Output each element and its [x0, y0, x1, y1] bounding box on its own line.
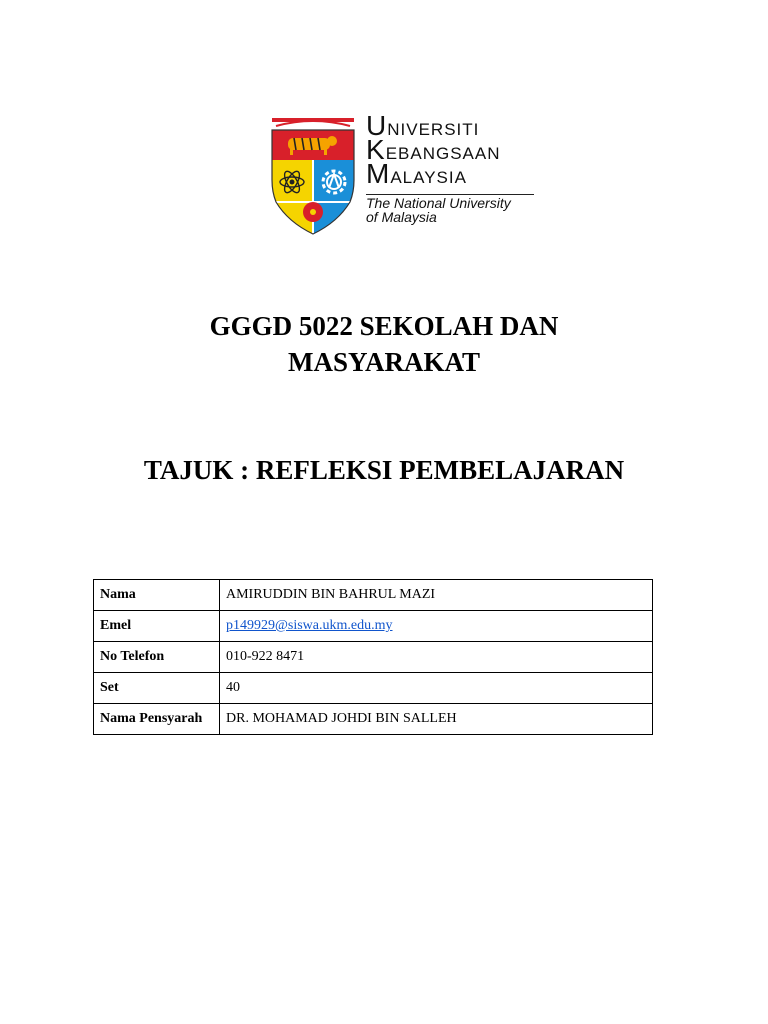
- row-label-name: Nama: [94, 580, 220, 611]
- university-english-name-line-1: The National University: [366, 195, 511, 211]
- university-logo: [266, 110, 538, 240]
- row-label-phone: No Telefon: [94, 642, 220, 673]
- university-name-line-1: UNIVERSITI: [366, 110, 480, 141]
- row-value-set: 40: [220, 673, 653, 704]
- university-name-line-3: MALAYSIA: [366, 158, 467, 189]
- course-title-line-1: GGGD 5022 SEKOLAH DAN: [209, 311, 559, 341]
- course-title-line-2: MASYARAKAT: [287, 347, 481, 377]
- table-row: [94, 580, 653, 611]
- university-english-name-line-2: of Malaysia: [366, 209, 437, 225]
- table-row: [94, 642, 653, 673]
- row-label-lecturer: Nama Pensyarah: [94, 704, 220, 735]
- course-title: [0, 308, 768, 380]
- row-value-lecturer: DR. MOHAMAD JOHDI BIN SALLEH: [220, 704, 653, 735]
- row-value-email-cell: [220, 611, 653, 642]
- table-row: [94, 611, 653, 642]
- ukm-crest-icon: [266, 114, 360, 240]
- row-value-name: AMIRUDDIN BIN BAHRUL MAZI: [220, 580, 653, 611]
- student-info-table: [93, 579, 653, 735]
- topic-title: TAJUK : REFLEKSI PEMBELAJARAN: [143, 455, 625, 485]
- row-label-set: Set: [94, 673, 220, 704]
- row-value-phone: 010-922 8471: [220, 642, 653, 673]
- table-row: [94, 673, 653, 704]
- university-name: [366, 110, 538, 225]
- email-link[interactable]: p149929@siswa.ukm.edu.my: [226, 618, 393, 633]
- table-row: [94, 704, 653, 735]
- university-name-line-2: KEBANGSAAN: [366, 134, 501, 165]
- row-label-email: Emel: [94, 611, 220, 642]
